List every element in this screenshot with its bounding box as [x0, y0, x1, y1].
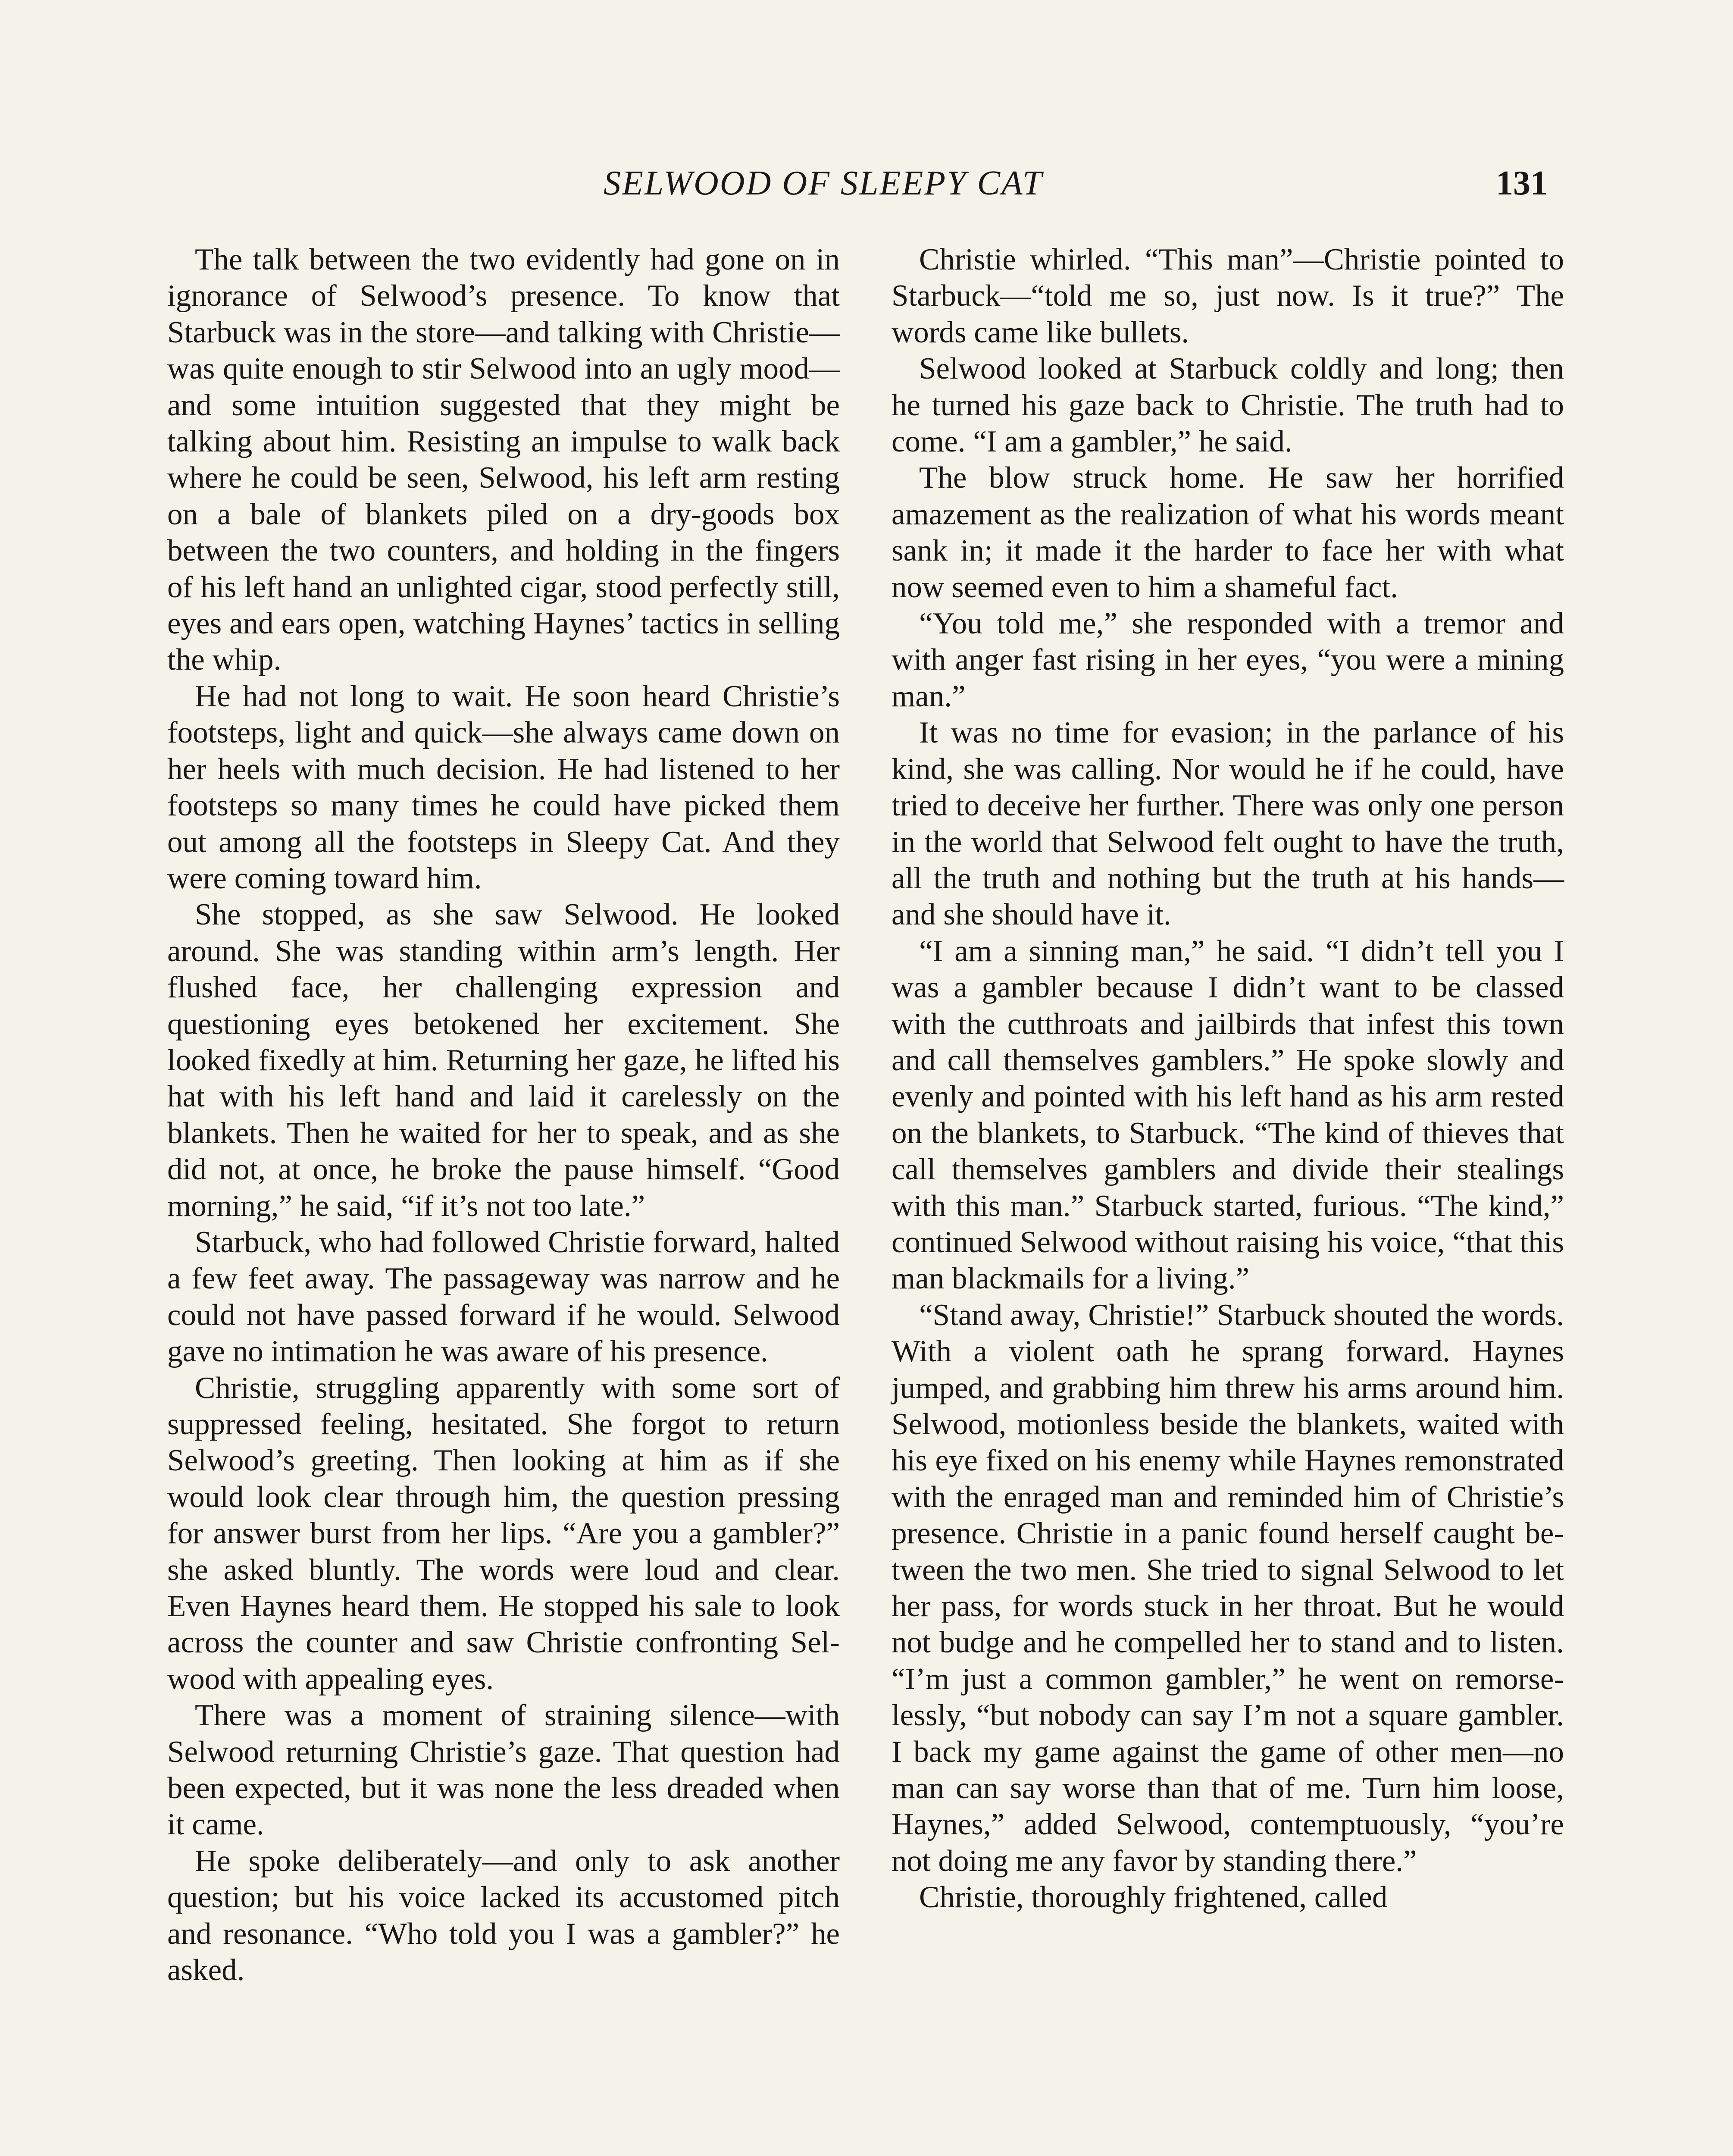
text-column-left — [167, 241, 840, 1989]
paragraph: He had not long to wait. He soon heard Christie’s footsteps, light and quick—she always came down on her heels with much decision. He had listened to her footsteps so many times he could have picked them out among all the footsteps in Sleepy Cat. And they were coming toward him. — [167, 679, 840, 895]
paragraph: Christie, struggling apparently with some sort of suppressed feeling, hesitated. She forgot to return Selwood’s greeting. Then looking at him as if she would look clear through him, the question pressing for answer burst from her lips. “Are you a gambler?” she asked bluntly. The words were loud and clear. Even Haynes heard them. He stopped his sale to look across the counter and saw Christie confronting Selwood with appealing eyes. — [167, 1371, 840, 1696]
paragraph: The blow struck home. He saw her horrified amazement as the realization of what his words meant sank in; it made it the harder to face her with what now seemed even to him a shameful fact. — [892, 461, 1564, 604]
paragraph: There was a moment of straining silence—with Selwood returning Christie’s gaze. That question had been expected, but it was none the less dreaded when it came. — [167, 1698, 840, 1842]
paragraph: He spoke deliberately—and only to ask another question; but his voice lacked its accustomed pitch and resonance. “Who told you I was a gambler?” he asked. — [167, 1844, 840, 1987]
paragraph: Starbuck, who had followed Christie forward, halted a few feet away. The passageway was narrow and he could not have passed forward if he would. Selwood gave no intimation he was aware of his presence. — [167, 1225, 840, 1369]
paragraph: “Stand away, Christie!” Starbuck shouted the words. With a violent oath he sprang forward. Haynes jumped, and grabbing him threw his arms around him. Selwood, motionless beside the blankets, waited with his eye fixed on his enemy while Haynes remonstrated with the enraged man and reminded him of Christie’s presence. Christie in a panic found herself caught between the two men. She tried to signal Selwood to let her pass, for words stuck in her throat. But he would not budge and he compelled her to stand and to listen. “I’m just a common gambler,” he went on remorselessly, “but nobody can say I’m not a square gambler. I back my game against the game of other men—no man can say worse than that of me. Turn him loose, Haynes,” added Selwood, contemptuously, “you’re not doing me any favor by standing there.” — [892, 1298, 1564, 1878]
page-number: 131 — [1496, 164, 1548, 202]
paragraph: Christie, thoroughly frightened, called — [919, 1880, 1388, 1915]
page-title: SELWOOD OF SLEEPY CAT — [604, 164, 1043, 202]
paragraph: The talk between the two evidently had gone on in ignorance of Selwood’s presence. To know that Starbuck was in the store—and talking with Christie—was quite enough to stir Selwood into an ugly mood—and some intuition suggested that they might be talking about him. Resisting an impulse to walk back where he could be seen, Selwood, his left arm resting on a bale of blankets piled on a dry-goods box between the two counters, and holding in the fingers of his left hand an unlighted cigar, stood perfectly still, eyes and ears open, watching Haynes’ tactics in selling the whip. — [167, 243, 840, 677]
paragraph: “You told me,” she responded with a tremor and with anger fast rising in her eyes, “you were a mining man.” — [892, 607, 1564, 713]
paragraph: It was no time for evasion; in the parlance of his kind, she was calling. Nor would he if he could, have tried to deceive her further. There was only one person in the world that Selwood felt ought to have the truth, all the truth and nothing but the truth at his hands—and she should have it. — [892, 716, 1564, 932]
text-column-right — [892, 241, 1564, 1916]
paragraph: She stopped, as she saw Selwood. He looked around. She was standing within arm’s length. Her flushed face, her challenging expression and questioning eyes betokened her excitement. She looked fixedly at him. Returning her gaze, he lifted his hat with his left hand and laid it carelessly on the blankets. Then he waited for her to speak, and as she did not, at once, he broke the pause himself. “Good morning,” he said, “if it’s not too late.” — [167, 898, 840, 1223]
paragraph: Christie whirled. “This man”—Christie pointed to Starbuck—“told me so, just now. Is it true?” The words came like bullets. — [892, 243, 1564, 349]
paragraph: “I am a sinning man,” he said. “I didn’t tell you I was a gambler because I didn’t want to be classed with the cutthroats and jailbirds that infest this town and call themselves gamblers.” He spoke slowly and evenly and pointed with his left hand as his arm rested on the blankets, to Starbuck. “The kind of thieves that call themselves gamblers and divide their stealings with this man.” Starbuck started, furious. “The kind,” continued Selwood without raising his voice, “that this man blackmails for a living.” — [892, 934, 1564, 1296]
paragraph: Selwood looked at Starbuck coldly and long; then he turned his gaze back to Christie. The truth had to come. “I am a gambler,” he said. — [892, 352, 1564, 459]
